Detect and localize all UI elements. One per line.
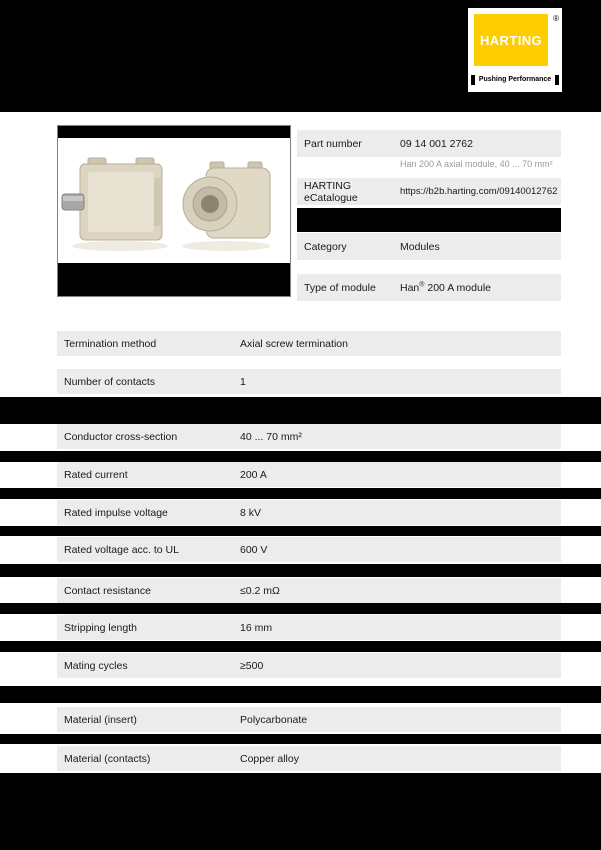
info-row-part-number — [297, 130, 561, 157]
spec-row-contact-resistance — [57, 578, 561, 603]
brand-tagline: Pushing Performance — [478, 76, 552, 83]
category-value: Modules — [400, 240, 440, 253]
tagline-left-square — [471, 75, 475, 85]
spec-value: Polycarbonate — [240, 713, 308, 726]
spec-label: Rated current — [64, 468, 128, 481]
spec-value: 16 mm — [240, 621, 273, 634]
spec-value: Copper alloy — [240, 752, 299, 765]
redacted-bar — [0, 641, 601, 652]
redacted-bar — [297, 208, 561, 232]
product-image-panel — [57, 125, 291, 297]
info-label: Type of module — [304, 281, 376, 294]
spec-label: Contact resistance — [64, 584, 151, 597]
redacted-bar — [0, 603, 601, 614]
registered-trademark-mark: ® — [553, 14, 559, 23]
spec-label: Number of contacts — [64, 375, 156, 388]
tagline-right-square — [555, 75, 559, 85]
spec-label: Material (insert) — [64, 713, 137, 726]
page-header — [0, 0, 601, 112]
spec-value: 8 kV — [240, 506, 262, 519]
photo-top-black-strip — [58, 126, 290, 138]
info-row-category — [297, 233, 561, 260]
spec-label: Stripping length — [64, 621, 137, 634]
redacted-bar — [0, 526, 601, 536]
redacted-bar — [0, 564, 601, 577]
connector-rear-view — [182, 162, 270, 251]
product-description: Han 200 A axial module, 40 ... 70 mm² — [400, 159, 553, 169]
spec-row-material-contacts — [57, 746, 561, 771]
info-label: HARTING eCatalogue — [304, 179, 358, 204]
spec-label: Termination method — [64, 337, 157, 350]
spec-value: Axial screw termination — [240, 337, 348, 350]
harting-wordmark-background — [474, 14, 548, 66]
registered-sup: ® — [419, 281, 425, 288]
redacted-bar — [0, 451, 601, 462]
footer-black-band — [0, 773, 601, 850]
connector-front-view — [62, 158, 168, 251]
spec-value: 1 — [240, 375, 246, 388]
spec-label: Rated impulse voltage — [64, 506, 168, 519]
spec-label: Rated voltage acc. to UL — [64, 543, 179, 556]
brand-tagline-row — [471, 74, 559, 85]
spec-value: ≤0.2 mΩ — [240, 584, 280, 597]
harting-logo — [468, 8, 562, 92]
ecatalogue-link[interactable]: https://b2b.harting.com/09140012762 — [400, 186, 558, 197]
spec-row-stripping-length — [57, 615, 561, 640]
spec-row-material-insert — [57, 707, 561, 732]
harting-wordmark: HARTING — [479, 32, 543, 48]
redacted-bar — [0, 686, 601, 703]
spec-row-rated-voltage-ul — [57, 537, 561, 562]
type-of-module-value: Han® 200 A module — [400, 281, 491, 294]
redacted-bar — [0, 397, 601, 424]
spec-value: 600 V — [240, 543, 268, 556]
spec-value: ≥500 — [240, 659, 264, 672]
spec-row-mating-cycles — [57, 653, 561, 678]
spec-value: 40 ... 70 mm² — [240, 430, 302, 443]
spec-row-termination-method — [57, 331, 561, 356]
spec-row-rated-current — [57, 462, 561, 487]
info-label: Part number — [304, 137, 362, 150]
spec-label: Mating cycles — [64, 659, 128, 672]
spec-row-conductor-cross-section — [57, 424, 561, 449]
info-row-type-of-module — [297, 274, 561, 301]
part-number-value: 09 14 001 2762 — [400, 137, 473, 150]
spec-row-number-of-contacts — [57, 369, 561, 394]
product-photo — [58, 138, 290, 263]
info-label: Category — [304, 240, 347, 253]
redacted-bar — [0, 488, 601, 499]
spec-label: Conductor cross-section — [64, 430, 178, 443]
info-row-ecatalogue — [297, 178, 561, 205]
spec-row-rated-impulse-voltage — [57, 500, 561, 525]
spec-value: 200 A — [240, 468, 267, 481]
redacted-bar — [0, 734, 601, 744]
photo-bottom-black-strip — [58, 263, 290, 296]
spec-label: Material (contacts) — [64, 752, 151, 765]
